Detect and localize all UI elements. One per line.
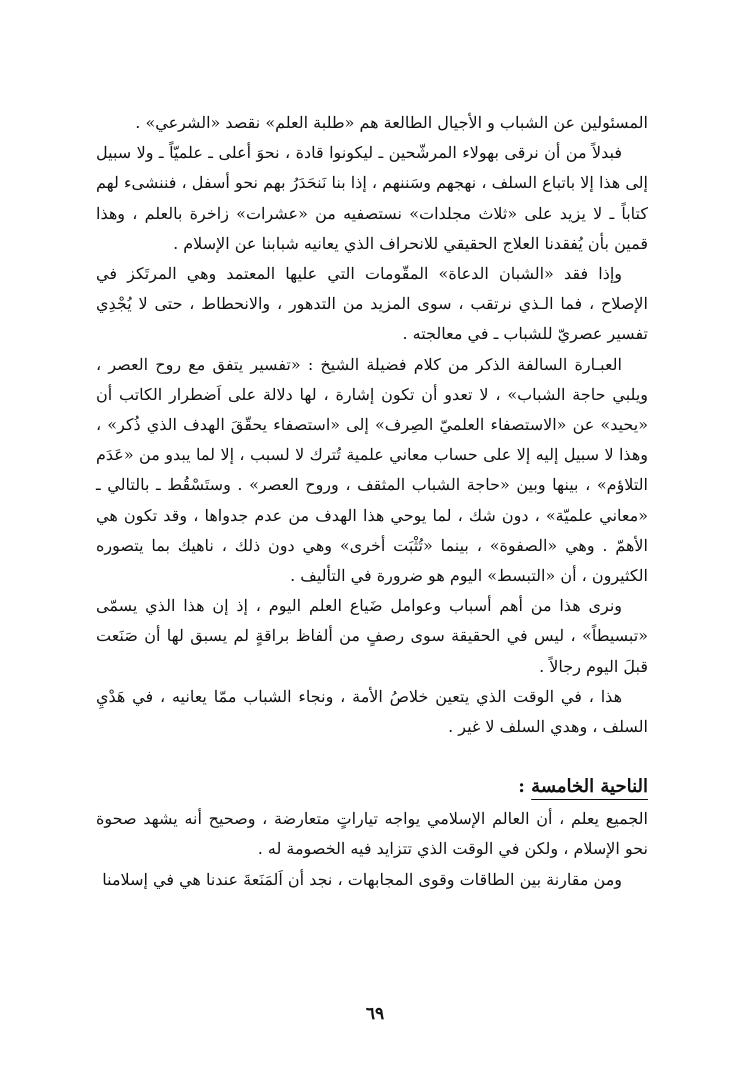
section-gap <box>96 742 648 756</box>
paragraph: وإذا فقد «الشبان الدعاة» المقّومات التي عليها المعتمد وهي المرتَكز في الإصلاح ، فما الـذي نرتقب ، سوى المزيد من التدهور ، والانحطاط ، حتى لا يُجْدِي تفسير عصريّ للشباب ـ في معالجته . <box>96 264 648 344</box>
paragraph: فبدلاً من أن نرقى بهولاء المرشّحين ـ ليكونوا قادة ، نحوَ أعلى ـ علميّاً ـ ولا سبيل إلى هذا إلا باتباع السلف ، نهجهم وسَننهم ، إذا بنا نَنحَدَرُ بهم نحو أسفل ، فننشىء لهم كتاباً ـ لا يزيد على «ثلاث مجلدات» نستصفيه من «عشرات» زاخرة بالعلم ، وهذا قمين بأن يُفقدنا العلاج الحقيقي للانحراف الذي يعانيه شبابنا عن الإسلام . <box>96 143 649 253</box>
page-body <box>96 108 648 895</box>
section-heading <box>96 770 648 804</box>
paragraph: الجميع يعلم ، أن العالم الإسلامي يواجه تياراتٍ متعارضة ، وصحيح أنه يشهد صحوة نحو الإسلام ، ولكن في الوقت الذي تتزايد فيه الخصومة له . <box>96 809 648 859</box>
paragraph: ومن مقارنة بين الطاقات وقوى المجابهات ، نجد أن اَلمَنَعةَ عندنا هي في إسلامنا <box>102 869 622 889</box>
section-heading-title: الناحية الخامسة <box>531 776 648 798</box>
paragraph: هذا ، في الوقت الذي يتعين خلاصُ الأمة ، ونجاء الشباب ممّا يعانيه ، في هَدْيِ السلف ، وهدي السلف لا غير . <box>96 686 648 737</box>
page-number: ٦٩ <box>365 1004 385 1024</box>
paragraph: ونرى هذا من أهم أسباب وعوامل ضَياع العلم اليوم ، إذ إن هذا الذي يسمّى «تبسيطاً» ، ليس في الحقيقة سوى رصفٍ من ألفاظ براقةٍ لم يسبق لها أن صَنَعت قبلَ اليوم رجالاً . <box>96 596 648 676</box>
paragraph: العبـارة السالفة الذكر من كلام فضيلة الشيخ : «تفسير يتفق مع روح العصر ، ويلبي حاجة الشباب» ، لا تعدو أن تكون إشارة ، لها دلالة على اَضطرار الكاتب أن «يحيد» عن «الاستصفاء العلميّ الصِرف» إلى «استصفاء يحقّقَ الهدف الذي ذُكر» ، وهذا لا سبيل إليه إلا على حساب معاني علمية تُترك لا لسبب ، إلا لما يبدو من «عَدَم التلاؤم» ، بينها وبين «حاجة الشباب المثقف ، وروح العصر» . وستَسْقُط ـ بالتالي ـ «معاني علميّة» ، دون شك ، لما يوحي هذا الهدف من عدم جدواها ، وقد تكون هي الأهمّ . وهي «الصفوة» ، بينما «تُثْبَت أخرى» وهي دون ذلك ، ناهيك بما يتصوره الكثيرون ، أن «التبسط» اليوم هو ضرورة في التأليف . <box>96 354 648 586</box>
section-heading-colon: : <box>518 776 532 798</box>
paragraph: المسئولين عن الشباب و الأجيال الطالعة هم «طلبة العلم» نقصد «الشرعي» . <box>135 113 648 132</box>
